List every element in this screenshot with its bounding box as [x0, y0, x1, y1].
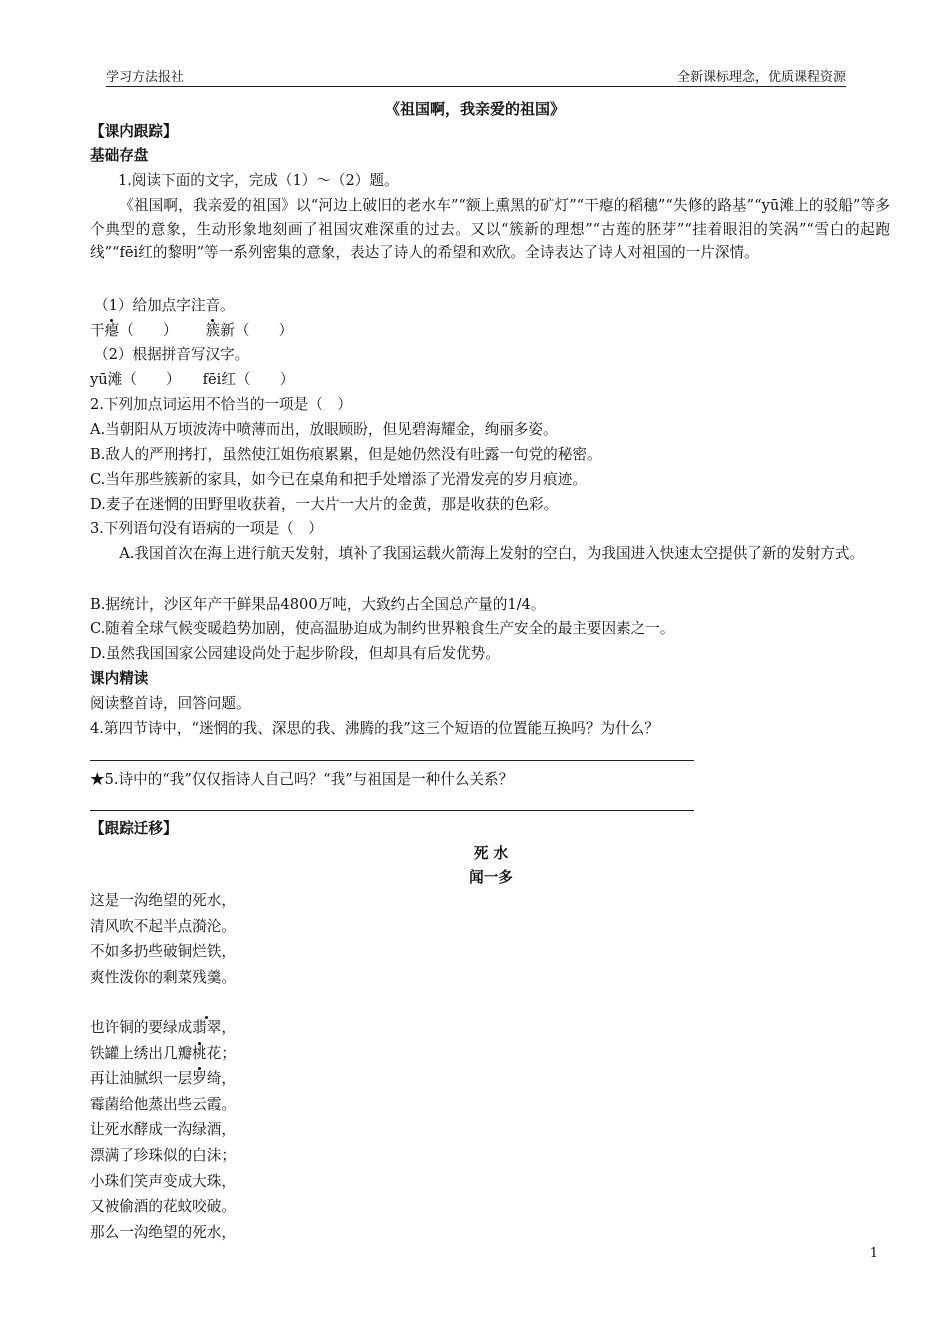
poem-dotted-chars: 翡翠: [192, 1019, 222, 1036]
q1-sub1-b-dotted-char: 簇: [205, 322, 221, 339]
q5-answer-line[interactable]: [90, 810, 694, 811]
header-divider: [106, 86, 846, 87]
section-kenei-jingdu: 课内精读: [90, 670, 149, 687]
poem-line: 再让油腻织一层罗绮，: [90, 1070, 236, 1088]
page-title: 《祖国啊，我亲爱的祖国》: [384, 100, 565, 118]
poem-line: 也许铜的要绿成翡翠，: [90, 1019, 236, 1036]
poem-line: 霉菌给他蒸出些云霞。: [90, 1095, 236, 1113]
poem-line: 漂满了珍珠似的白沫；: [90, 1146, 236, 1164]
q1-sub1-items: [90, 320, 293, 342]
section-kenei-genzong: 【课内跟踪】: [90, 123, 178, 140]
q1-sub1-b-post: 新: [220, 322, 235, 339]
q1-sub2-a: yū滩（ ）: [90, 371, 181, 388]
poem-stanza-2: [90, 1015, 236, 1245]
q2-option-a: A.当朝阳从万顷波涛中喷薄而出，放眼顾盼，但见碧海耀金，绚丽多姿。: [90, 421, 558, 438]
q1-passage: 《祖国啊，我亲爱的祖国》以“河边上破旧的老水车”“额上熏黑的矿灯”“干瘪的稻穗”“失修的路基”“yū滩上的驳船”等多个典型的意象，生动形象地刻画了祖国灾难深重的过去。又以“簇新的理想”“古莲的胚芽”“挂着眼泪的笑涡”“雪白的起跑线”“fēi红的黎明”等一系列密集的意象，表达了诗人的希望和欢欣。全诗表达了诗人对祖国的一片深情。: [90, 197, 890, 262]
q5-stem: ★5.诗中的“我”仅仅指诗人自己吗？“我”与祖国是一种什么关系？: [90, 771, 514, 788]
q2-option-d: D.麦子在迷惘的田野里收获着，一大片一大片的金黄，那是收获的色彩。: [90, 496, 559, 513]
q1-sub2-b: fēi红（ ）: [202, 371, 295, 388]
q1-sub1-b-blank: （ ）: [234, 322, 294, 339]
q4-answer-line[interactable]: [90, 760, 694, 761]
q3-option-d: D.虽然我国国家公园建设尚处于起步阶段，但却具有后发优势。: [90, 645, 500, 662]
poem-line: 不如多扔些破铜烂铁，: [90, 943, 236, 961]
q2-stem: 2.下列加点词运用不恰当的一项是（ ）: [90, 396, 353, 413]
section-genzong-qianyi: 【跟踪迁移】: [90, 820, 178, 837]
reading-intro: 阅读整首诗，回答问题。: [90, 695, 251, 712]
q1-sub1-a-blank: （ ）: [119, 322, 178, 339]
poem-author: 闻一多: [469, 869, 513, 886]
poem-line: 铁罐上绣出几瓣桃花；: [90, 1044, 236, 1062]
q1-sub1-a-dotted-char: 瘪: [104, 322, 120, 339]
q3-option-a: A.我国首次在海上进行航天发射，填补了我国运载火箭海上发射的空白，为我国进入快速太空提供了新的发射方式。: [119, 545, 865, 562]
header-slogan: 全新课标理念，优质课程资源: [676, 70, 846, 85]
section-jichu-cunpan: 基础存盘: [90, 147, 149, 164]
poem-stanza-1: [90, 888, 236, 990]
poem-line: 那么一沟绝望的死水，: [90, 1223, 236, 1241]
page-number: 1: [869, 1246, 878, 1261]
poem-line: 清风吹不起半点漪沦。: [90, 917, 236, 935]
q3-option-c: C.随着全球气候变暖趋势加剧，使高温胁迫成为制约世界粮食生产安全的最主要因素之一。: [90, 620, 675, 637]
header-publisher: 学习方法报社: [106, 70, 185, 85]
poem-line: 这是一沟绝望的死水，: [90, 892, 236, 909]
poem-line: 小珠们笑声变成大珠，: [90, 1172, 236, 1190]
q1-stem: 1.阅读下面的文字，完成（1）～（2）题。: [118, 172, 399, 189]
q1-sub2: （2）根据拼音写汉字。: [94, 346, 250, 363]
poem-dotted-char: 罗: [192, 1070, 207, 1088]
poem-line: 又被偷酒的花蚊咬破。: [90, 1198, 236, 1216]
q1-sub1: （1）给加点字注音。: [94, 297, 235, 314]
q1-sub2-items: [90, 369, 294, 391]
poem-dotted-char: 桃: [192, 1044, 207, 1062]
poem-title: 死 水: [473, 845, 509, 862]
poem-line: 爽性泼你的剩菜残羹。: [90, 968, 236, 986]
q3-stem: 3.下列语句没有语病的一项是（ ）: [90, 520, 323, 537]
poem-line: 让死水酵成一沟绿酒，: [90, 1121, 236, 1139]
q3-option-b: B.据统计，沙区年产干鲜果品4800万吨，大致约占全国总产量的1/4。: [90, 596, 546, 613]
q4-stem: 4.第四节诗中，“迷惘的我、深思的我、沸腾的我”这三个短语的位置能互换吗？为什么？: [90, 720, 659, 737]
q1-sub1-a-pre: 干: [90, 322, 105, 339]
q2-option-c: C.当年那些簇新的家具，如今已在桌角和把手处增添了光滑发亮的岁月痕迹。: [90, 471, 587, 488]
q2-option-b: B.敌人的严刑拷打，虽然使江姐伤痕累累，但是她仍然没有吐露一句党的秘密。: [90, 446, 602, 463]
